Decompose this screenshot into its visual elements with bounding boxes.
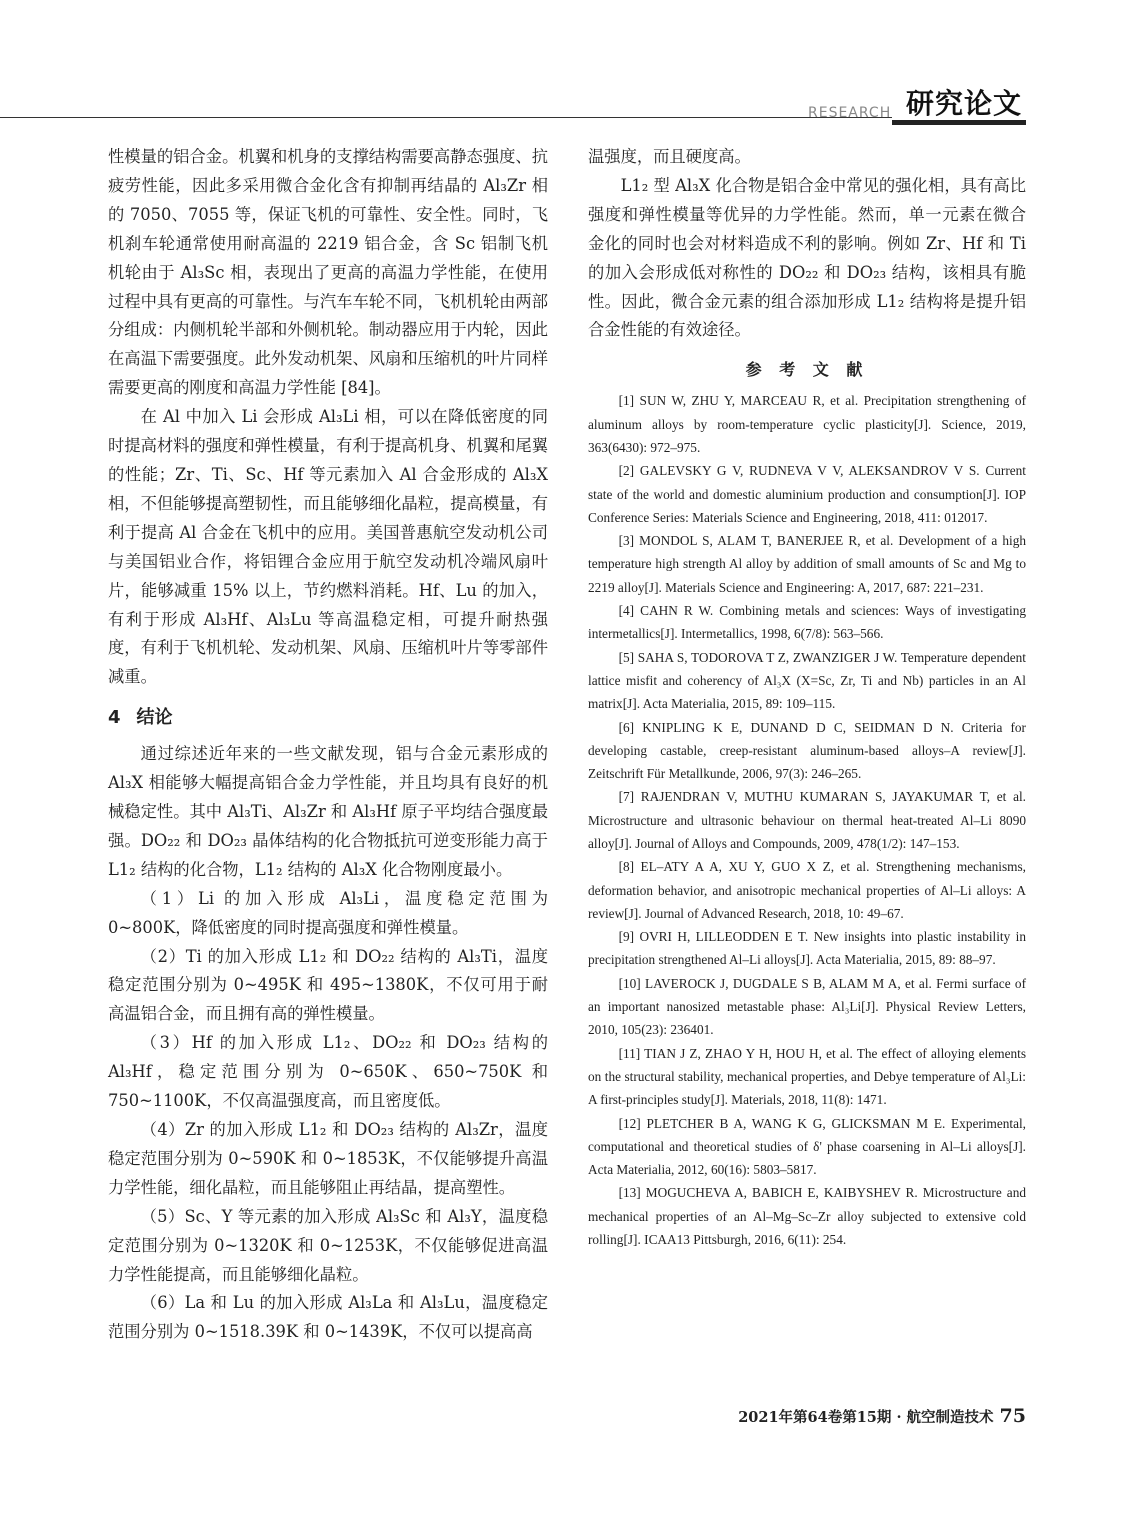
- paragraph: L1₂ 型 Al₃X 化合物是铝合金中常见的强化相，具有高比强度和弹性模量等优异的力学性能。然而，单一元素在微合金化的同时也会对材料造成不利的影响。例如 Zr、Hf 和 Ti 的加入会形成低对称性的 DO₂₂ 和 DO₂₃ 结构，该相具有脆性。因此，微合金元素的组合添加形成 L1₂ 结构将是提升铝合金性能的有效途径。: [588, 175, 1026, 340]
- section-label-en: RESEARCH: [808, 105, 892, 121]
- section-heading: [108, 702, 548, 734]
- conclusion-item: （1）Li 的加入形成 Al₃Li，温度稳定范围为 0~800K，降低密度的同时提高强度和弹性模量。: [108, 888, 548, 937]
- section-number: 4: [108, 707, 121, 729]
- reference-list: [588, 389, 1026, 1251]
- page-footer: [700, 1405, 1026, 1427]
- reference-item: [2] GALEVSKY G V, RUDNEVA V V, ALEKSANDROV V S. Current state of the world and domestic aluminium production and consumption[J]. IOP Conference Series: Materials Science and Engineering, 2018, 411: 012017.: [588, 463, 1026, 525]
- reference-item: [10] LAVEROCK J, DUGDALE S B, ALAM M A, et al. Fermi surface of an important nanosized metastable phase: Al₃Li[J]. Physical Review Letters, 2010, 105(23): 236401.: [588, 975, 1026, 1038]
- header-rule: [0, 117, 892, 118]
- reference-item: [9] OVRI H, LILLEODDEN E T. New insights into plastic instability in precipitation strengthened Al–Li alloys[J]. Acta Materialia, 2015, 89: 88–97.: [588, 929, 1026, 968]
- reference-item: [7] RAJENDRAN V, MUTHU KUMARAN S, JAYAKUMAR T, et al. Microstructure and ultrasonic behaviour on thermal heat-treated Al–Li 8090 alloy[J]. Journal of Alloys and Compounds, 2009, 478(1/2): 147–153.: [588, 789, 1026, 851]
- reference-item: [8] EL–ATY A A, XU Y, GUO X Z, et al. Strengthening mechanisms, deformation behavior, and anisotropic mechanical properties of Al–Li alloys: A review[J]. Journal of Advanced Research, 2018, 10: 49–67.: [588, 859, 1026, 921]
- reference-item: [3] MONDOL S, ALAM T, BANERJEE R, et al. Development of a high temperature high strength Al alloy by addition of small amounts of Sc and Mg to 2219 alloy[J]. Materials Science and Engineering: A, 2017, 687: 221–231.: [588, 533, 1026, 595]
- reference-item: [11] TIAN J Z, ZHAO Y H, HOU H, et al. The effect of alloying elements on the structural stability, mechanical properties, and Debye temperature of Al₃Li: A first-principles study[J]. Materials, 2018, 11(8): 1471.: [588, 1045, 1026, 1108]
- left-column: [108, 143, 548, 1347]
- conclusion-item: （3）Hf 的加入形成 L1₂、DO₂₂ 和 DO₂₃ 结构的 Al₃Hf，稳定范围分别为 0~650K、650~750K 和 750~1100K，不仅高温强度高，而且密度低。: [108, 1033, 548, 1111]
- conclusion-item: （6）La 和 Lu 的加入形成 Al₃La 和 Al₃Lu，温度稳定范围分别为 0~1518.39K 和 0~1439K，不仅可以提高高: [108, 1293, 548, 1342]
- section-label-cn: 研究论文: [906, 87, 1023, 120]
- paragraph: 在 Al 中加入 Li 会形成 Al₃Li 相，可以在降低密度的同时提高材料的强度和弹性模量，有利于提高机身、机翼和尾翼的性能；Zr、Ti、Sc、Hf 等元素加入 Al 合金形成的 Al₃X 相，不但能够提高塑韧性，而且能够细化晶粒，提高模量，有利于提高 Al 合金在飞机中的应用。美国普惠航空发动机公司与美国铝业合作，将铝锂合金应用于航空发动机冷端风扇叶片，能够减重 15% 以上，节约燃料消耗。Hf、Lu 的加入，有利于形成 Al₃Hf、Al₃Lu 等高温稳定相，可提升耐热强度，有利于飞机机轮、发动机架、风扇、压缩机叶片等零部件减重。: [108, 407, 548, 687]
- reference-item: [6] KNIPLING K E, DUNAND D C, SEIDMAN D N. Criteria for developing castable, creep-resistant aluminum-based alloys–A review[J]. Zeitschrift Für Metallkunde, 2006, 97(3): 246–265.: [588, 719, 1026, 782]
- references-title: 参 考 文 献: [745, 360, 869, 380]
- reference-item: [12] PLETCHER B A, WANG K G, GLICKSMAN M E. Experimental, computational and theoretical studies of δ' phase coarsening in Al–Li alloys[J]. Acta Materialia, 2012, 60(16): 5803–5817.: [588, 1115, 1026, 1178]
- reference-item: [1] SUN W, ZHU Y, MARCEAU R, et al. Precipitation strengthening of aluminum alloys by room-temperature cyclic plasticity[J]. Science, 2019, 363(6430): 972–975.: [588, 393, 1026, 455]
- conclusion-item: （5）Sc、Y 等元素的加入形成 Al₃Sc 和 Al₃Y，温度稳定范围分别为 0~1320K 和 0~1253K，不仅能够促进高温力学性能提高，而且能够细化晶粒。: [108, 1206, 548, 1284]
- journal-info: 2021年第64卷第15期 · 航空制造技术: [738, 1409, 994, 1426]
- reference-item: [5] SAHA S, TODOROVA T Z, ZWANZIGER J W. Temperature dependent lattice misfit and coherency of Al₃X (X=Sc, Zr, Ti and Nb) particles in an Al matrix[J]. Acta Materialia, 2015, 89: 109–115.: [588, 649, 1026, 712]
- section-title: 结论: [136, 707, 173, 729]
- paragraph: 通过综述近年来的一些文献发现，铝与合金元素形成的 Al₃X 相能够大幅提高铝合金力学性能，并且均具有良好的机械稳定性。其中 Al₃Ti、Al₃Zr 和 Al₃Hf 原子平均结合强度最强。DO₂₂ 和 DO₂₃ 晶体结构的化合物抵抗可逆变形能力高于 L1₂ 结构的化合物，L1₂ 结构的 Al₃X 化合物刚度最小。: [108, 744, 548, 879]
- paragraph: 温强度，而且硬度高。: [588, 147, 751, 166]
- conclusion-item: （2）Ti 的加入形成 L1₂ 和 DO₂₂ 结构的 Al₃Ti，温度稳定范围分别为 0~495K 和 495~1380K，不仅可用于耐高温铝合金，而且拥有高的弹性模量。: [108, 946, 548, 1024]
- reference-item: [4] CAHN R W. Combining metals and sciences: Ways of investigating intermetallics[J]. Intermetallics, 1998, 6(7/8): 563–566.: [588, 603, 1026, 642]
- conclusion-item: （4）Zr 的加入形成 L1₂ 和 DO₂₃ 结构的 Al₃Zr，温度稳定范围分别为 0~590K 和 0~1853K，不仅能够提升高温力学性能，细化晶粒，而且能够阻止再结晶，提高塑性。: [108, 1120, 548, 1197]
- right-column: [588, 143, 1026, 1251]
- page-number: 75: [999, 1405, 1026, 1427]
- paragraph: 性模量的铝合金。机翼和机身的支撑结构需要高静态强度、抗疲劳性能，因此多采用微合金化含有抑制再结晶的 Al₃Zr 相的 7050、7055 等，保证飞机的可靠性、安全性。同时，飞机刹车轮通常使用耐高温的 2219 铝合金，含 Sc 铝制飞机机轮由于 Al₃Sc 相，表现出了更高的高温力学性能，在使用过程中具有更高的可靠性。与汽车车轮不同，飞机机轮由两部分组成：内侧机轮半部和外侧机轮。制动器应用于内轮，因此在高温下需要强度。此外发动机架、风扇和压缩机的叶片同样需要更高的刚度和高温力学性能 [84]。: [108, 147, 548, 398]
- reference-item: [13] MOGUCHEVA A, BABICH E, KAIBYSHEV R. Microstructure and mechanical properties of an Al–Mg–Sc–Zr alloy subjected to extensive cold rolling[J]. ICAA13 Pittsburgh, 2016, 6(11): 254.: [588, 1185, 1026, 1248]
